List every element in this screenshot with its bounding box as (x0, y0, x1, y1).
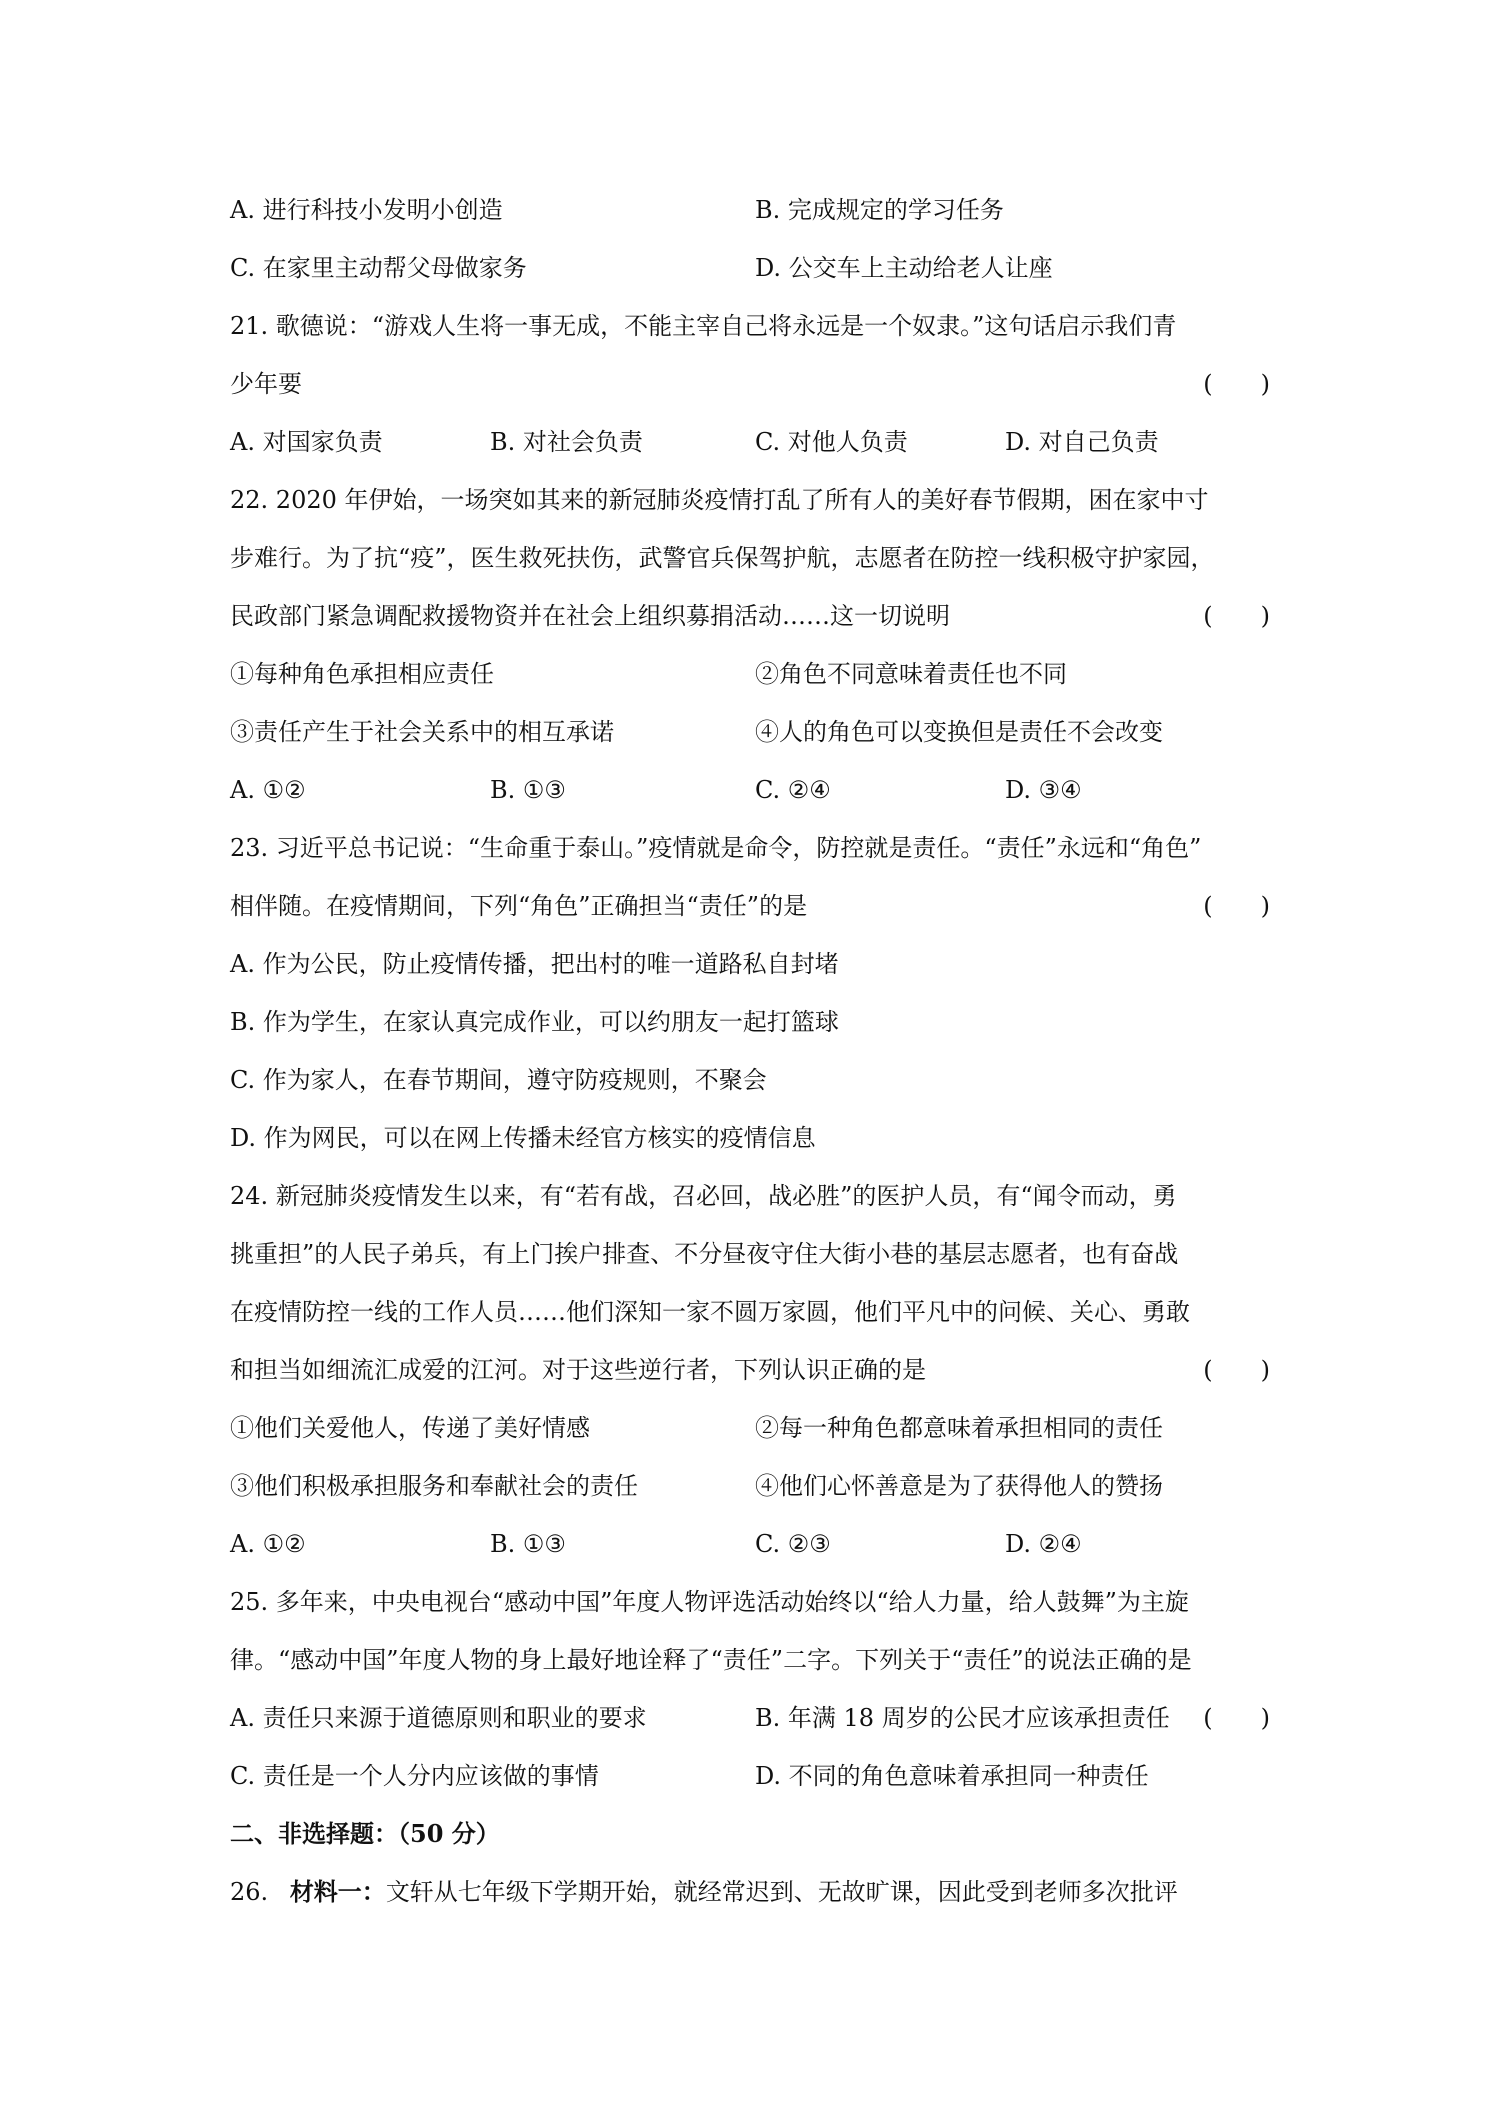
q23-answer-blank: ( ) (1203, 892, 1270, 920)
q22-stem-line-3 (230, 596, 1270, 636)
q22-statement-1: ①每种角色承担相应责任 (230, 660, 494, 688)
q24-statement-3: ③他们积极承担服务和奉献社会的责任 (230, 1472, 638, 1500)
q24-answer-blank: ( ) (1203, 1356, 1270, 1384)
q26-material-label: 材料一： (289, 1877, 386, 1906)
q24-statements-row-2 (230, 1466, 1270, 1506)
q25-stem-line-2: 律。“感动中国”年度人物的身上最好地诠释了“责任”二字。下列关于“责任”的说法正确的是 (230, 1646, 1192, 1674)
q22-statement-3: ③责任产生于社会关系中的相互承诺 (230, 718, 614, 746)
q25-option-c: C. 责任是一个人分内应该做的事情 (230, 1762, 599, 1790)
q24-stem-line-1: 24. 新冠肺炎疫情发生以来，有“若有战，召必回，战必胜”的医护人员，有“闻令而动，勇 (230, 1182, 1177, 1210)
q23-option-a: A. 作为公民，防止疫情传播，把出村的唯一道路私自封堵 (230, 950, 839, 978)
q22-option-c: C. ②④ (755, 776, 831, 804)
q22-option-b: B. ①③ (490, 776, 566, 804)
q23-stem-line-2 (230, 886, 1270, 926)
q23-stem-text: 相伴随。在疫情期间，下列“角色”正确担当“责任”的是 (230, 892, 808, 920)
q24-statement-1: ①他们关爱他人，传递了美好情感 (230, 1414, 590, 1442)
q26-number: 26. (230, 1878, 269, 1906)
q24-option-b: B. ①③ (490, 1530, 566, 1558)
q25-option-a: A. 责任只来源于道德原则和职业的要求 (230, 1704, 647, 1732)
q22-statements-row-2 (230, 712, 1270, 752)
q20-option-b: B. 完成规定的学习任务 (755, 196, 1004, 224)
q25-option-d: D. 不同的角色意味着承担同一种责任 (755, 1762, 1149, 1790)
q22-option-a: A. ①② (230, 776, 306, 804)
q25-options-row-1 (230, 1698, 1270, 1738)
q22-statements-row-1 (230, 654, 1270, 694)
q20-option-d: D. 公交车上主动给老人让座 (755, 254, 1053, 282)
q20-option-c: C. 在家里主动帮父母做家务 (230, 254, 527, 282)
q23-stem-line-1: 23. 习近平总书记说：“生命重于泰山。”疫情就是命令，防控就是责任。“责任”永远和“角色” (230, 834, 1202, 862)
q21-stem-line-1: 21. 歌德说：“游戏人生将一事无成，不能主宰自己将永远是一个奴隶。”这句话启示我们青 (230, 312, 1177, 340)
q25-stem-line-1: 25. 多年来，中央电视台“感动中国”年度人物评选活动始终以“给人力量，给人鼓舞”为主旋 (230, 1588, 1189, 1616)
q24-stem-line-4 (230, 1350, 1270, 1390)
section-heading: 二、非选择题：（50 分） (230, 1819, 500, 1848)
q24-option-a: A. ①② (230, 1530, 306, 1558)
q22-stem-text: 民政部门紧急调配救援物资并在社会上组织募捐活动……这一切说明 (230, 602, 950, 630)
q25-option-b: B. 年满 18 周岁的公民才应该承担责任 (755, 1704, 1170, 1732)
q22-stem-line-2: 步难行。为了抗“疫”，医生救死扶伤，武警官兵保驾护航，志愿者在防控一线积极守护家园， (230, 544, 1215, 572)
q25-options-row-2 (230, 1756, 1270, 1796)
q20-options-row-2 (230, 248, 1270, 288)
q21-option-b: B. 对社会负责 (490, 428, 643, 456)
q23-option-c: C. 作为家人，在春节期间，遵守防疫规则，不聚会 (230, 1066, 767, 1094)
q21-stem-text: 少年要 (230, 370, 302, 398)
q24-options (230, 1524, 1270, 1564)
q23-option-b: B. 作为学生，在家认真完成作业，可以约朋友一起打篮球 (230, 1008, 839, 1036)
q22-statement-4: ④人的角色可以变换但是责任不会改变 (755, 718, 1163, 746)
q22-option-d: D. ③④ (1005, 776, 1082, 804)
q22-answer-blank: ( ) (1203, 602, 1270, 630)
q21-options (230, 422, 1270, 462)
q21-answer-blank: ( ) (1203, 370, 1270, 398)
q24-stem-line-2: 挑重担”的人民子弟兵，有上门挨户排查、不分昼夜守住大街小巷的基层志愿者，也有奋战 (230, 1240, 1179, 1268)
q26-stem-line-1 (230, 1872, 1270, 1912)
q21-option-c: C. 对他人负责 (755, 428, 908, 456)
q22-statement-2: ②角色不同意味着责任也不同 (755, 660, 1067, 688)
q24-statements-row-1 (230, 1408, 1270, 1448)
q24-stem-text: 和担当如细流汇成爱的江河。对于这些逆行者，下列认识正确的是 (230, 1356, 926, 1384)
q21-option-d: D. 对自己负责 (1005, 428, 1159, 456)
q21-stem-line-2 (230, 364, 1270, 404)
q24-statement-4: ④他们心怀善意是为了获得他人的赞扬 (755, 1472, 1163, 1500)
q22-options (230, 770, 1270, 810)
q25-answer-blank: ( ) (1203, 1704, 1270, 1732)
q24-stem-line-3: 在疫情防控一线的工作人员……他们深知一家不圆万家圆，他们平凡中的问候、关心、勇敢 (230, 1298, 1190, 1326)
q24-option-c: C. ②③ (755, 1530, 831, 1558)
q23-option-d: D. 作为网民，可以在网上传播未经官方核实的疫情信息 (230, 1124, 816, 1152)
q26-material-text: 文轩从七年级下学期开始，就经常迟到、无故旷课，因此受到老师多次批评 (385, 1878, 1178, 1906)
q22-stem-line-1: 22. 2020 年伊始，一场突如其来的新冠肺炎疫情打乱了所有人的美好春节假期，困在家中寸 (230, 486, 1209, 514)
q21-option-a: A. 对国家负责 (230, 428, 383, 456)
q24-option-d: D. ②④ (1005, 1530, 1082, 1558)
q24-statement-2: ②每一种角色都意味着承担相同的责任 (755, 1414, 1163, 1442)
q20-options-row-1 (230, 190, 1270, 230)
q20-option-a: A. 进行科技小发明小创造 (230, 196, 503, 224)
